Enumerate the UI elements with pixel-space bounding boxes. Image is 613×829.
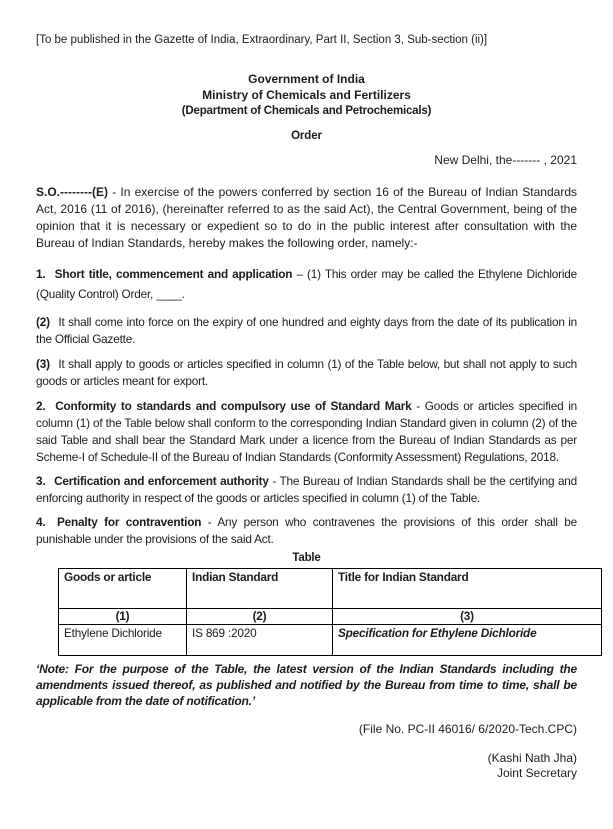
file-number: (File No. PC-II 46016/ 6/2020-Tech.CPC) [358, 722, 577, 736]
table-cell-standard-title: Specification for Ethylene Dichloride [333, 625, 602, 656]
clause-1-marker: 1. [36, 267, 46, 281]
table-column-number-2: (2) [187, 609, 333, 625]
order-heading: Order [291, 130, 322, 142]
clause-1-sub-2-marker: (2) [36, 315, 50, 329]
table-header-title: Title for Indian Standard [333, 569, 602, 609]
clause-1-body: – (1) This order may be called the Ethylene Dichloride (Quality Control) Order, ____. [36, 267, 577, 301]
table-cell-indian-standard: IS 869 :2020 [187, 625, 333, 656]
table-cell-goods: Ethylene Dichloride [59, 625, 187, 656]
table-row [59, 625, 602, 656]
clause-2-marker: 2. [36, 399, 46, 413]
header-government-of-india: Government of India [248, 72, 365, 86]
standards-table [58, 568, 602, 656]
table-header-goods: Goods or article [59, 569, 187, 609]
clause-4-body: - Any person who contravenes the provisions of this order shall be punishable under the provisions of the said Act. [36, 515, 578, 546]
gazette-publication-line: [To be published in the Gazette of India, Extraordinary, Part II, Section 3, Sub-section (ii)] [36, 34, 488, 46]
clause-4-penalty [36, 514, 577, 548]
clause-1-sub-3-body: It shall apply to goods or articles specified in column (1) of the Table below, but shall not apply to such goods or articles meant for export. [36, 357, 578, 388]
so-number: S.O.--------(E) [36, 185, 108, 199]
clause-1-sub-3-marker: (3) [36, 357, 50, 371]
so-preamble-text: - In exercise of the powers conferred by section 16 of the Bureau of Indian Standards Act, 2016 (11 of 2016), (hereinafter referred to as the said Act), the Central Government, being of the opinion that it is necessary or expedient so to do in the public interest after consultation with the Bureau of Indian Standards, hereby makes the following order, namely:- [36, 185, 577, 250]
clause-4-marker: 4. [36, 515, 46, 529]
clause-2-title: Conformity to standards and compulsory use of Standard Mark [55, 399, 412, 413]
table-note: ‘Note: For the purpose of the Table, the latest version of the Indian Standards including the amendments issued thereof, as published and notified by the Bureau from time to time, shall be applicable from the date of notification.’ [36, 662, 577, 708]
table-column-number-1: (1) [59, 609, 187, 625]
so-preamble-paragraph [36, 184, 577, 252]
clause-1-sub-3 [36, 356, 577, 390]
clause-2-conformity [36, 398, 577, 466]
table-header-indian-standard: Indian Standard [187, 569, 333, 609]
signature-block [36, 751, 577, 781]
table-caption: Table [292, 552, 321, 564]
clause-3-title: Certification and enforcement authority [54, 474, 269, 488]
clause-1-sub-2-body: It shall come into force on the expiry of one hundred and eighty days from the date of its publication in the Official Gazette. [36, 315, 578, 346]
clause-1-title: Short title, commencement and application [54, 267, 293, 281]
clause-2-body: - Goods or articles specified in column (1) of the Table below shall conform to the corresponding Indian Standard given in column (2) of the said Table and shall bear the Standard Mark under a licence from the Bureau of Indian Standards as per Scheme-I of Schedule-II of the Bureau of Indian Standards (Conformity Assessment) Regulations, 2018. [36, 399, 577, 464]
clause-1-short-title [36, 264, 577, 304]
header-ministry: Ministry of Chemicals and Fertilizers [202, 88, 411, 102]
table-column-number-3: (3) [333, 609, 602, 625]
table-header-row [59, 569, 602, 609]
clause-1-sub-2 [36, 314, 577, 348]
clause-3-certification [36, 473, 577, 507]
table-column-number-row [59, 609, 602, 625]
clause-4-title: Penalty for contravention [57, 515, 202, 529]
dateline: New Delhi, the------- , 2021 [434, 153, 577, 167]
document-header [36, 71, 577, 119]
clause-3-body: - The Bureau of Indian Standards shall be the certifying and enforcing authority in respect of the goods or articles specified in column (1) of the Table. [36, 474, 578, 505]
signatory-designation: Joint Secretary [496, 766, 577, 780]
signatory-name: (Kashi Nath Jha) [487, 751, 577, 765]
clause-3-marker: 3. [36, 474, 46, 488]
header-department: (Department of Chemicals and Petrochemicals) [181, 105, 432, 117]
